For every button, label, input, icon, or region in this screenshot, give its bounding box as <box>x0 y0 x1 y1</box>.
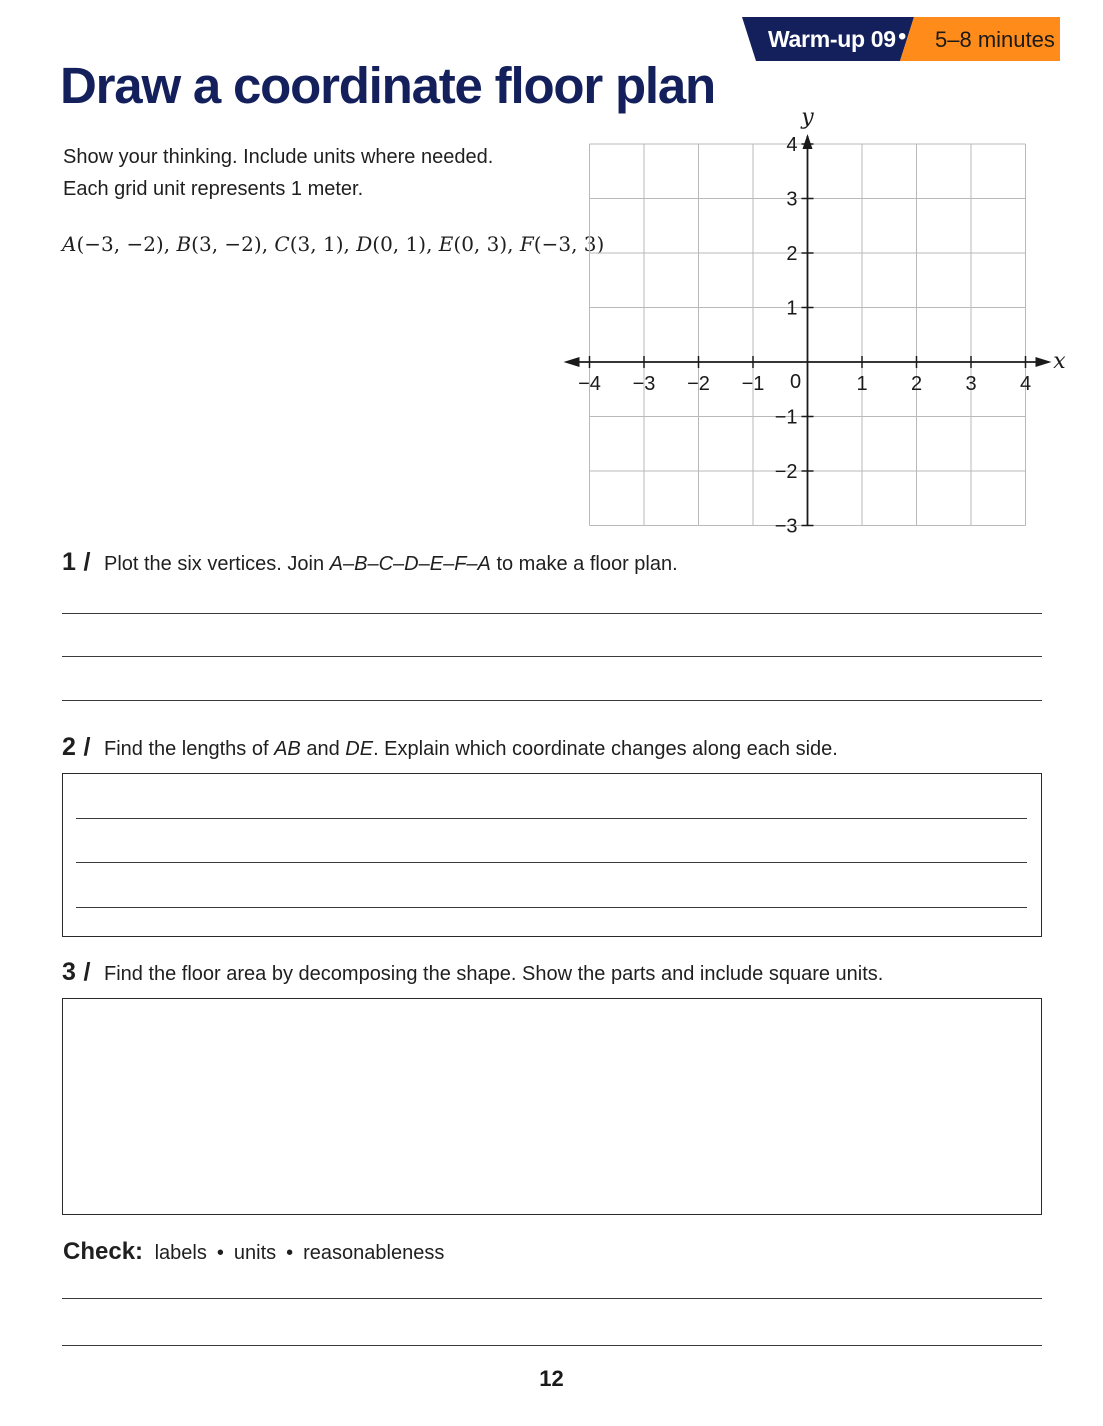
warmup-label: Warm-up 09 <box>768 26 896 52</box>
vertex-coords: (3, 1) <box>289 232 344 256</box>
badge-separator: • <box>898 23 907 50</box>
x-axis-arrow-right <box>1036 357 1052 367</box>
vertex-name: A <box>62 232 77 256</box>
question-text <box>104 738 838 760</box>
answer-box-2[interactable] <box>62 773 1042 937</box>
answer-line[interactable] <box>62 1345 1042 1346</box>
question-text-part: F <box>454 553 467 575</box>
check-separator: • <box>216 1242 224 1264</box>
answer-line[interactable] <box>62 1298 1042 1299</box>
time-estimate: 5–8 minutes <box>935 27 1055 52</box>
y-tick-label: 4 <box>786 134 798 156</box>
vertex-list: A(−3, −2), B(3, −2), C(3, 1), D(0, 1), E(0, 3), F(−3, 3) <box>62 232 605 256</box>
y-tick-label: 2 <box>786 243 798 265</box>
check-list <box>63 1238 444 1266</box>
check-label: Check: <box>63 1238 144 1265</box>
question-text-part: – <box>367 553 379 575</box>
check-item: units <box>233 1242 277 1264</box>
question-text-part: D <box>404 553 419 575</box>
vertex-coords: (0, 1) <box>372 232 427 256</box>
question-separator: / <box>83 548 91 576</box>
question-separator: / <box>83 733 91 761</box>
page-number: 12 <box>539 1366 564 1391</box>
y-tick-label: 1 <box>786 297 798 320</box>
x-tick-label: 1 <box>856 373 868 395</box>
vertex-name: F <box>519 232 534 256</box>
x-tick-label: 3 <box>965 373 977 395</box>
y-tick-label: −1 <box>774 406 798 429</box>
question-text-part: A <box>477 553 491 575</box>
question-1 <box>62 548 678 577</box>
question-text-part: C <box>378 553 394 575</box>
question-text-part: DE <box>345 738 374 760</box>
vertex-e <box>439 232 507 256</box>
question-text-part: Find the floor area by decomposing the shape. Show the parts and include square units. <box>103 963 884 985</box>
question-text-part: – <box>342 553 355 575</box>
y-tick-label: −3 <box>774 515 798 538</box>
answer-box-3[interactable] <box>62 998 1042 1215</box>
x-tick-label: −4 <box>578 373 601 395</box>
answer-line[interactable] <box>76 862 1027 863</box>
question-number: 1 <box>62 548 76 576</box>
check-item: reasonableness <box>303 1242 445 1264</box>
question-text <box>104 963 883 985</box>
vertex-b <box>176 232 261 256</box>
vertex-name: E <box>438 232 454 256</box>
vertex-a <box>62 232 164 256</box>
question-text <box>104 553 678 575</box>
question-number: 2 <box>62 733 76 761</box>
vertex-d <box>356 232 426 256</box>
question-2 <box>62 733 838 762</box>
question-text-part: . Explain which coordinate changes along each side. <box>373 738 838 760</box>
y-tick-label: −2 <box>774 461 798 483</box>
y-axis-arrow-up <box>803 134 813 149</box>
question-text-part: E <box>429 553 444 575</box>
vertex-coords: (−3, −2) <box>76 232 164 256</box>
question-text-part: to make a floor plan. <box>490 553 678 575</box>
question-text-part: B <box>354 553 368 575</box>
x-tick-label: 4 <box>1019 373 1032 395</box>
x-axis-arrow-left <box>564 357 580 367</box>
check-separator: • <box>286 1242 294 1264</box>
question-text-part: and <box>300 738 346 760</box>
warmup-badge <box>742 17 1060 61</box>
page-title: Draw a coordinate floor plan <box>60 57 715 114</box>
vertex-name: C <box>274 232 290 256</box>
x-axis-label: x <box>1053 349 1066 374</box>
answer-line[interactable] <box>62 613 1042 614</box>
answer-line[interactable] <box>76 907 1027 908</box>
instructions-line-1: Show your thinking. Include units where needed. <box>63 146 494 168</box>
check-item: labels <box>154 1242 207 1264</box>
vertex-coords: (0, 3) <box>453 232 508 256</box>
question-text-part: – <box>418 553 430 575</box>
vertex-name: B <box>176 232 192 256</box>
question-separator: / <box>83 958 91 986</box>
question-text-part: AB <box>274 738 301 760</box>
coordinate-grid[interactable] <box>562 100 1072 540</box>
y-axis-label: y <box>801 105 814 130</box>
y-tick-label: 3 <box>786 188 798 211</box>
x-tick-label: −1 <box>741 373 765 395</box>
question-text-part: Find the lengths of <box>103 738 275 760</box>
answer-line[interactable] <box>76 818 1027 819</box>
question-text-part: A <box>329 553 343 575</box>
question-text-part: – <box>393 553 405 575</box>
question-text-part: Plot the six vertices. Join <box>103 553 330 575</box>
grid-labels <box>578 105 1066 538</box>
vertex-name: D <box>356 232 373 256</box>
vertex-coords: (3, −2) <box>191 232 262 256</box>
question-3 <box>62 958 883 987</box>
x-tick-label: −3 <box>632 373 656 395</box>
question-number: 3 <box>62 958 76 986</box>
vertex-c <box>274 232 343 256</box>
origin-label: 0 <box>789 371 802 393</box>
grid-axes <box>564 134 1052 526</box>
x-tick-label: −2 <box>687 373 710 395</box>
answer-line[interactable] <box>62 700 1042 701</box>
x-tick-label: 2 <box>910 373 923 395</box>
answer-line[interactable] <box>62 656 1042 657</box>
question-text-part: – <box>443 553 455 575</box>
vertex-coords: (−3, 3) <box>533 232 605 256</box>
question-text-part: – <box>466 553 478 575</box>
instructions-line-2: Each grid unit represents 1 meter. <box>63 178 364 200</box>
